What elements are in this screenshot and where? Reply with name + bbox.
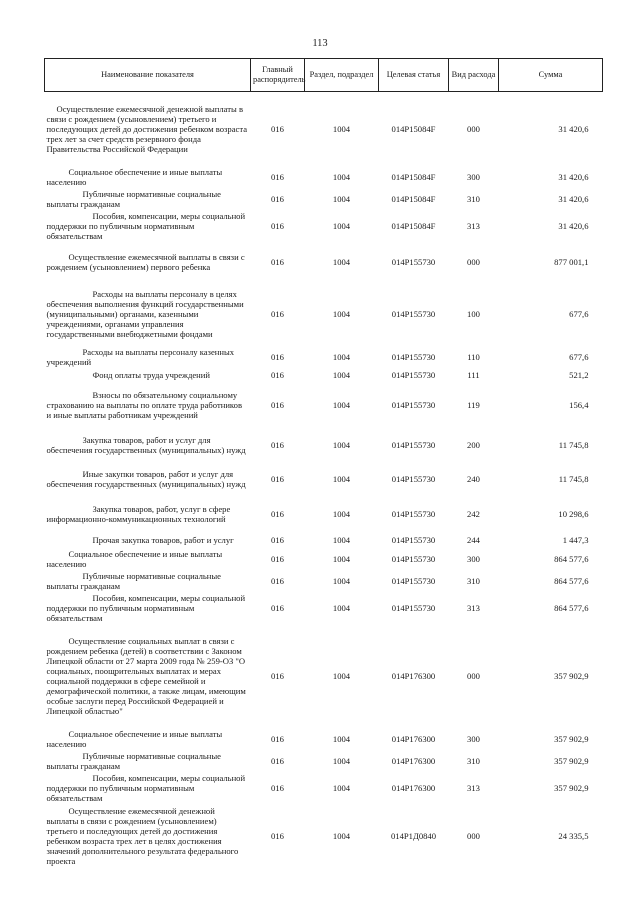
- row-sum: 10 298,6: [558, 508, 589, 519]
- budget-table: [44, 58, 603, 868]
- row-target: 014P155730: [391, 439, 436, 450]
- row-section: 1004: [332, 670, 351, 681]
- row-name: Иные закупки товаров, работ и услуг для обеспечения государственных (муниципальных) нужд: [46, 468, 246, 489]
- row-target: 014P155730: [391, 351, 436, 362]
- row-target: 014P1Д0840: [390, 830, 437, 841]
- table-row: [45, 188, 603, 210]
- table-row: [45, 592, 603, 624]
- row-name: Закупка товаров, работ и услуг для обеспечения государственных (муниципальных) нужд: [46, 434, 246, 455]
- row-sum: 24 335,5: [558, 830, 589, 841]
- row-name: Расходы на выплаты персоналу казенных учреждений: [46, 346, 235, 367]
- row-name: Пособия, компенсации, меры социальной поддержки по публичным нормативным обязательствам: [46, 592, 246, 623]
- row-section: 1004: [332, 830, 351, 841]
- row-manager: 016: [271, 171, 284, 182]
- row-target: 014P155730: [391, 399, 436, 410]
- table-row: [45, 496, 603, 532]
- row-type: 310: [467, 575, 480, 586]
- header-sum: Сумма: [499, 59, 603, 92]
- row-sum: 357 902,9: [554, 755, 589, 766]
- row-section: 1004: [332, 399, 351, 410]
- row-section: 1004: [332, 473, 351, 484]
- row-type: 100: [467, 308, 480, 319]
- row-sum: 864 577,6: [554, 575, 589, 586]
- row-sum: 11 745,8: [558, 473, 589, 484]
- row-type: 240: [467, 473, 480, 484]
- row-name: Фонд оплаты труда учреждений: [92, 369, 210, 380]
- row-type: 110: [467, 351, 480, 362]
- row-sum: 11 745,8: [558, 439, 589, 450]
- row-section: 1004: [332, 575, 351, 586]
- row-section: 1004: [332, 123, 351, 134]
- row-section: 1004: [332, 308, 351, 319]
- row-target: 014P15084F: [391, 123, 436, 134]
- table-row: [45, 462, 603, 496]
- row-name: Социальное обеспечение и иные выплаты населению: [46, 548, 223, 569]
- row-name: Расходы на выплаты персоналу в целях обеспечения выполнения функций государственными (муниципальными) органами, казенными учреждениями, органами управления государственными внебюджетными фондами: [46, 288, 244, 339]
- row-manager: 016: [271, 733, 284, 744]
- row-target: 014P155730: [391, 256, 436, 267]
- row-manager: 016: [271, 670, 284, 681]
- row-manager: 016: [271, 220, 284, 231]
- row-manager: 016: [271, 755, 284, 766]
- row-manager: 016: [271, 439, 284, 450]
- row-section: 1004: [332, 508, 351, 519]
- table-header-row: [45, 59, 603, 92]
- row-sum: 31 420,6: [558, 193, 589, 204]
- row-target: 014P155730: [391, 602, 436, 613]
- row-type: 111: [467, 369, 480, 380]
- row-type: 300: [467, 171, 480, 182]
- row-type: 310: [467, 193, 480, 204]
- row-type: 313: [467, 220, 480, 231]
- row-sum: 1 447,3: [562, 534, 589, 545]
- row-type: 000: [467, 256, 480, 267]
- row-name: Взносы по обязательному социальному страхованию на выплаты по оплате труда работников и иные выплаты работникам учреждений: [46, 389, 243, 420]
- row-section: 1004: [332, 256, 351, 267]
- row-manager: 016: [271, 830, 284, 841]
- row-target: 014P155730: [391, 308, 436, 319]
- header-target: Целевая статья: [379, 59, 449, 92]
- row-name: Осуществление социальных выплат в связи с рождением ребенка (детей) в соответствии с Законом Липецкой области от 27 марта 2009 года № 259-ОЗ "О социальных, поощрительных выплатах и мерах социальной поддержки в сфере семейной и демографической политики, а также лицам, имеющим особые заслуги перед Российской Федерацией и Липецкой областью": [46, 635, 246, 716]
- row-sum: 357 902,9: [554, 782, 589, 793]
- table-row: [45, 346, 603, 368]
- row-name: Прочая закупка товаров, работ и услуг: [92, 534, 234, 545]
- table-row: [45, 728, 603, 750]
- row-sum: 357 902,9: [554, 733, 589, 744]
- table-row: [45, 750, 603, 772]
- row-manager: 016: [271, 534, 284, 545]
- row-section: 1004: [332, 782, 351, 793]
- table-row: [45, 548, 603, 570]
- row-manager: 016: [271, 553, 284, 564]
- row-target: 014P155730: [391, 508, 436, 519]
- row-manager: 016: [271, 193, 284, 204]
- row-type: 242: [467, 508, 480, 519]
- row-name: Пособия, компенсации, меры социальной поддержки по публичным нормативным обязательствам: [46, 772, 246, 803]
- row-sum: 31 420,6: [558, 220, 589, 231]
- table-row: [45, 804, 603, 868]
- table-row: [45, 772, 603, 804]
- row-type: 119: [467, 399, 480, 410]
- row-section: 1004: [332, 733, 351, 744]
- table-row: [45, 532, 603, 548]
- row-target: 014P176300: [391, 782, 436, 793]
- row-target: 014P155730: [391, 575, 436, 586]
- row-section: 1004: [332, 553, 351, 564]
- row-name: Осуществление ежемесячной денежной выплаты в связи с рождением (усыновлением) третьего и последующих детей до достижения ребенком возраста трех лет за счет средств резервного фонда Правительства Российской Федерации: [46, 103, 248, 154]
- row-type: 000: [467, 123, 480, 134]
- table-row: [45, 242, 603, 282]
- row-section: 1004: [332, 602, 351, 613]
- header-name: Наименование показателя: [45, 59, 251, 92]
- row-manager: 016: [271, 602, 284, 613]
- table-row: [45, 92, 603, 166]
- row-name: Социальное обеспечение и иные выплаты населению: [46, 728, 223, 749]
- row-sum: 31 420,6: [558, 171, 589, 182]
- row-target: 014P15084F: [391, 220, 436, 231]
- row-section: 1004: [332, 220, 351, 231]
- row-sum: 877 001,1: [554, 256, 589, 267]
- row-section: 1004: [332, 193, 351, 204]
- row-name: Социальное обеспечение и иные выплаты населению: [46, 166, 223, 187]
- row-type: 300: [467, 733, 480, 744]
- row-name: Закупка товаров, работ, услуг в сфере информационно-коммуникационных технологий: [46, 503, 231, 524]
- row-target: 014P155730: [391, 553, 436, 564]
- row-target: 014P155730: [391, 473, 436, 484]
- row-sum: 677,6: [569, 351, 589, 362]
- row-manager: 016: [271, 399, 284, 410]
- row-target: 014P15084F: [391, 171, 436, 182]
- row-type: 313: [467, 782, 480, 793]
- table-row: [45, 368, 603, 382]
- row-sum: 31 420,6: [558, 123, 589, 134]
- row-manager: 016: [271, 782, 284, 793]
- table-row: [45, 624, 603, 728]
- row-target: 014P176300: [391, 670, 436, 681]
- row-target: 014P15084F: [391, 193, 436, 204]
- row-manager: 016: [271, 308, 284, 319]
- row-manager: 016: [271, 369, 284, 380]
- row-manager: 016: [271, 123, 284, 134]
- row-name: Осуществление ежемесячной денежной выплаты в связи с рождением (усыновлением) третьего и последующих детей до достижения ребенком возраста трех лет в целях достижения значений дополнительного результата федерального проекта: [46, 805, 239, 866]
- row-type: 310: [467, 755, 480, 766]
- table-row: [45, 282, 603, 346]
- row-manager: 016: [271, 351, 284, 362]
- table-row: [45, 570, 603, 592]
- table-row: [45, 166, 603, 188]
- row-sum: 357 902,9: [554, 670, 589, 681]
- row-sum: 864 577,6: [554, 602, 589, 613]
- row-section: 1004: [332, 171, 351, 182]
- row-sum: 864 577,6: [554, 553, 589, 564]
- row-section: 1004: [332, 755, 351, 766]
- header-type: Вид расхода: [449, 59, 499, 92]
- row-name: Публичные нормативные социальные выплаты гражданам: [46, 750, 221, 771]
- row-manager: 016: [271, 256, 284, 267]
- header-manager: Главный распорядитель: [251, 59, 305, 92]
- row-type: 244: [467, 534, 480, 545]
- row-type: 000: [467, 670, 480, 681]
- row-manager: 016: [271, 508, 284, 519]
- row-section: 1004: [332, 369, 351, 380]
- row-sum: 677,6: [569, 308, 589, 319]
- row-sum: 521,2: [569, 369, 589, 380]
- row-section: 1004: [332, 439, 351, 450]
- row-name: Осуществление ежемесячной выплаты в связи с рождением (усыновлением) первого ребенка: [46, 251, 245, 272]
- header-section: Раздел, подраздел: [305, 59, 379, 92]
- row-target: 014P155730: [391, 369, 436, 380]
- row-sum: 156,4: [569, 399, 589, 410]
- row-name: Публичные нормативные социальные выплаты гражданам: [46, 188, 221, 209]
- row-manager: 016: [271, 575, 284, 586]
- row-type: 000: [467, 830, 480, 841]
- row-type: 313: [467, 602, 480, 613]
- row-type: 300: [467, 553, 480, 564]
- table-row: [45, 428, 603, 462]
- table-row: [45, 382, 603, 428]
- row-target: 014P176300: [391, 755, 436, 766]
- row-type: 200: [467, 439, 480, 450]
- row-name: Пособия, компенсации, меры социальной поддержки по публичным нормативным обязательствам: [46, 210, 246, 241]
- row-manager: 016: [271, 473, 284, 484]
- table-row: [45, 210, 603, 242]
- row-target: 014P176300: [391, 733, 436, 744]
- page-number: 113: [312, 38, 328, 49]
- row-target: 014P155730: [391, 534, 436, 545]
- row-section: 1004: [332, 351, 351, 362]
- row-section: 1004: [332, 534, 351, 545]
- row-name: Публичные нормативные социальные выплаты гражданам: [46, 570, 221, 591]
